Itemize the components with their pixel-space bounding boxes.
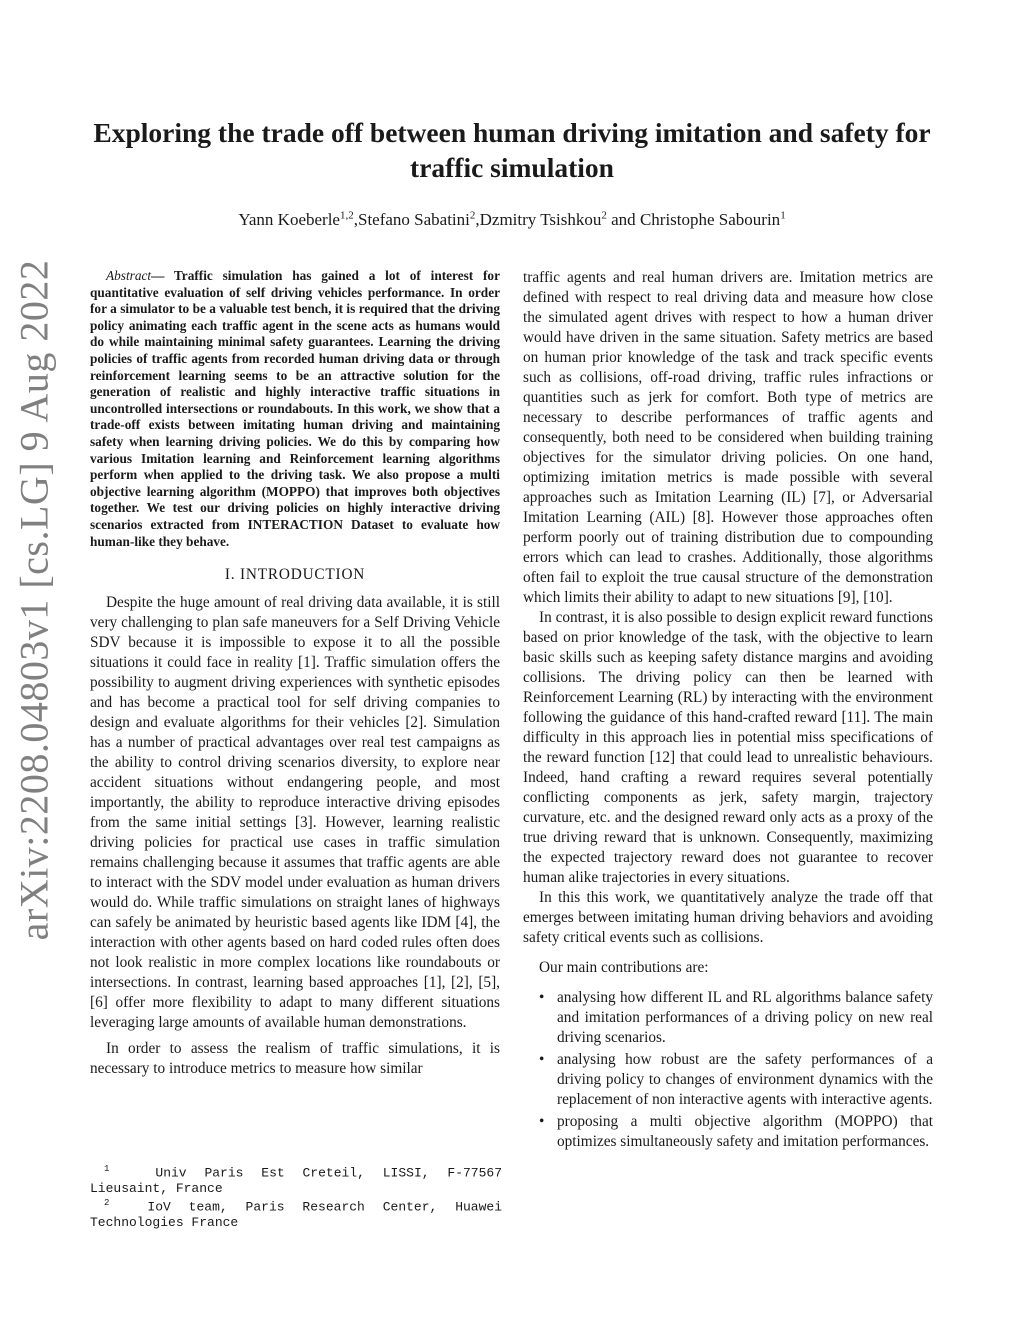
author-conjunction: and [606,210,640,229]
author-affiliation: 2 [469,209,476,222]
author-name: Yann Koeberle [238,210,340,229]
body-paragraph: traffic agents and real human drivers are. Imitation metrics are defined with respect to real driving data and measure how close the simulated agent drives with respect to how a human driver would have driven in the same situation. Safety metrics are based on human prior knowledge of the task and track specific events such as collisions, off-road driving, traffic rules infractions or quantities such as jerk for comfort. Both type of metrics are necessary to describe performances of traffic agents and consequently, both need to be considered when building training objectives for the simulator driving policies. On one hand, optimizing imitation metrics is made possible with several approaches such as Imitation Learning (IL) [7], or Adversarial Imitation Learning (AIL) [8]. However those approaches often perform poorly out of training distribution due to compounding errors which can lead to crashes. Additionally, those algorithms often fail to exploit the true causal structure of the demonstration which limits their ability to adapt to new situations [9], [10]. [523,269,933,606]
author-name: Stefano Sabatini [357,210,470,229]
footnotes [90,1162,502,1231]
body-paragraph: In contrast, it is also possible to design explicit reward functions based on prior knowledge of the task, with the objective to learn basic skills such as keeping safety distance margins and avoiding collisions. The driving policy can then be learned with Reinforcement Learning (RL) by interacting with the environment following the guidance of this hand-crafted reward [11]. The main difficulty in this approach lies in potential miss specifications of the reward function [12] that could lead to unrealistic behaviours. Indeed, hand crafting a reward requires several potentially conflicting components as jerk, safety margin, trajectory curvature, etc. and the designed reward only acts as a proxy of the true driving reward that is unknown. Consequently, maximizing the expected trajectory reward does not guarantee to recover human alike trajectories in every situations. [523,609,933,886]
abstract-text: Traffic simulation has gained a lot of interest for quantitative evaluation of self driving vehicles performance. In order for a simulator to be a valuable test bench, it is required that the driving policy animating each traffic agent in the scene acts as humans would do while maintaining minimal safety guarantees. Learning the driving policies of traffic agents from recorded human driving data or through reinforcement learning seems to be an attractive solution for the generation of realistic and highly interactive traffic situations in uncontrolled intersections or roundabouts. In this work, we show that a trade-off exists between imitating human driving and maintaining safety when learning driving policies. We do this by comparing how various Imitation learning and Reinforcement learning algorithms perform when applied to the driving task. We also propose a multi objective learning algorithm (MOPPO) that improves both objectives together. We test our driving policies on highly interactive driving scenarios extracted from INTERACTION Dataset to evaluate how human-like they behave. [90,268,500,549]
list-item-text: analysing how robust are the safety performances of a driving policy to changes of environment dynamics with the replacement of non interactive agents with interactive agents. [557,1051,933,1108]
body-paragraph: In order to assess the realism of traffic simulations, it is necessary to introduce metrics to measure how similar [90,1040,500,1078]
list-item [539,1112,933,1152]
footnote-mark: 1 [104,1164,110,1174]
right-column [523,268,933,1154]
list-item-text: analysing how different IL and RL algorithms balance safety and imitation performances of a driving policy on new real driving scenarios. [557,989,933,1046]
author-list [80,208,944,232]
bullet-icon: • [539,989,545,1006]
footnote-mark: 2 [104,1198,110,1209]
author-affiliation: 1,2 [339,209,354,222]
bullet-icon: • [539,1113,545,1130]
author-name: Christophe Sabourin [639,210,781,229]
body-paragraph: Our main contributions are: [539,959,709,976]
body-paragraph: Despite the huge amount of real driving data available, it is still very challenging to plan safe maneuvers for a Self Driving Vehicle SDV because it is impossible to expose it to all the possible situations it could face in reality [1]. Traffic simulation offers the possibility to augment driving experiences with synthetic episodes and has become a practical tool for self driving companies to design and evaluate algorithms for their vehicles [2]. Simulation has a number of practical advantages over real test campaigns as the ability to control driving scenarios diversity, to explore near accident situations without endangering people, and most importantly, the ability to reproduce interactive driving episodes from the same initial settings [3]. However, learning realistic driving policies for practical use cases in traffic simulation remains challenging because it assumes that traffic agents are able to interact with the SDV model under evaluation as human drivers would do. While traffic simulations on straight lanes of highways can safely be animated by heuristic based agents like IDM [4], the interaction with other agents based on hard coded rules often does not look realistic in more complex locations like roundabouts or intersections. In contrast, learning based approaches [1], [2], [5], [6] offer more flexibility to adapt to many different situations leveraging large amounts of available human demonstrations. [90,594,500,1032]
body-paragraph: In this this work, we quantitatively analyze the trade off that emerges between imitating human driving behaviors and avoiding safety critical events such as collisions. [523,889,933,946]
paper-title [80,115,944,185]
footnote-text: Univ Paris Est Creteil, LISSI, F-77567 Lieusaint, France [90,1165,502,1196]
bullet-icon: • [539,1051,545,1068]
arxiv-identifier: arXiv:2208.04803v1 [cs.LG] 9 Aug 2022 [11,259,57,941]
title-line-2: traffic simulation [410,152,614,183]
author-affiliation: 1 [780,209,786,222]
section-heading-introduction: I. INTRODUCTION [224,566,366,584]
footnote [90,1196,502,1230]
footnote [90,1162,502,1196]
list-item [539,988,933,1048]
title-line-1: Exploring the trade off between human driving imitation and safety for [93,117,931,148]
list-item [539,1050,933,1110]
author-separator: , [475,210,480,229]
left-column [90,268,500,1079]
author-name: Dzmitry Tsishkou [479,210,602,229]
contributions-list [523,988,933,1152]
abstract-dash: — [151,268,174,283]
abstract [90,268,500,550]
arxiv-sidebar [4,0,64,1325]
list-item-text: proposing a multi objective algorithm (MOPPO) that optimizes simultaneously safety and imitation performances. [557,1113,933,1150]
footnote-text: IoV team, Paris Research Center, Huawei Technologies France [90,1199,502,1231]
author-affiliation: 2 [601,209,607,222]
author-separator: , [353,210,358,229]
abstract-label: Abstract [106,268,152,283]
